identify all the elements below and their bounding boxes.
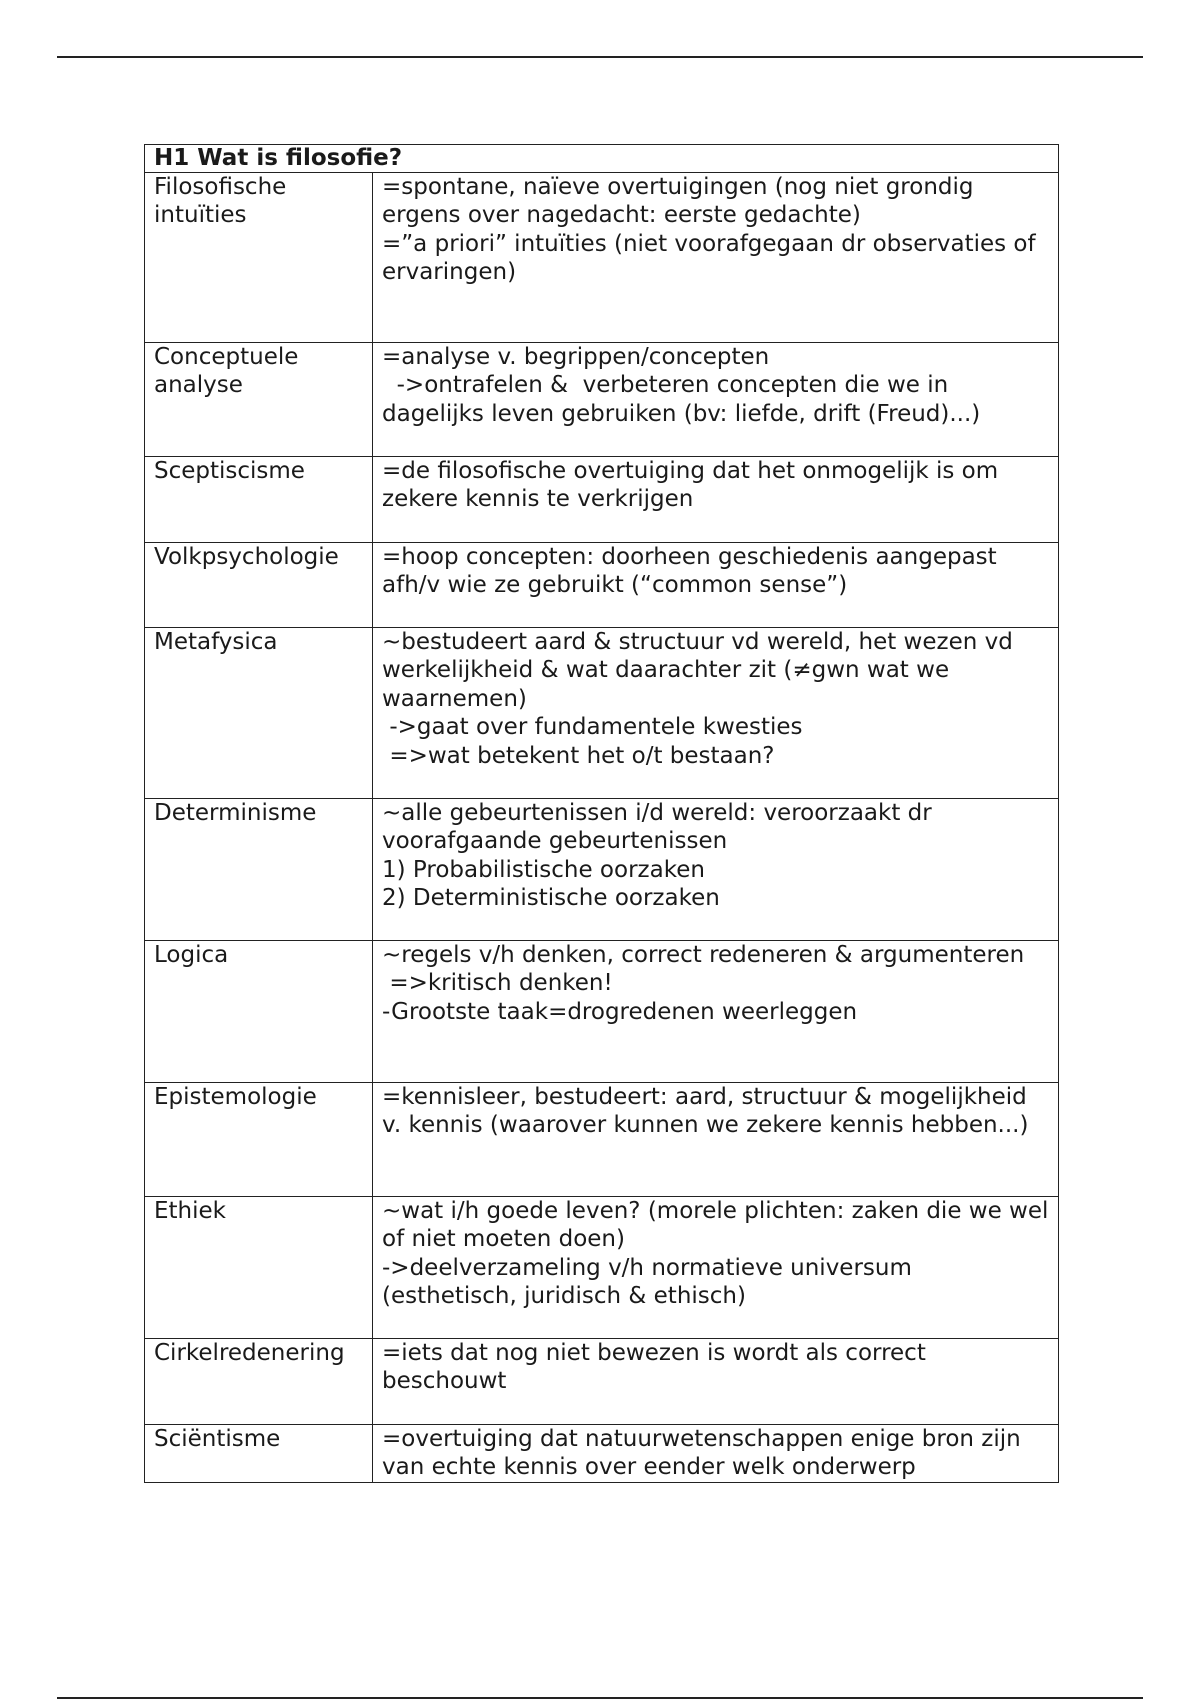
table-row (145, 343, 1059, 457)
table-row (145, 799, 1059, 941)
definition-cell (373, 1425, 1059, 1483)
term-cell: Conceptuele analyse (145, 343, 373, 457)
definition-text: =de filosofische overtuiging dat het onmogelijk is om zekere kennis te verkrijgen (382, 458, 1006, 513)
term-cell: Determinisme (145, 799, 373, 941)
definition-text: ~alle gebeurtenissen i/d wereld: veroorzaakt dr voorafgaande gebeurtenissen 1) Probabilistische oorzaken 2) Deterministische oorzaken (382, 800, 932, 912)
term-cell: Logica (145, 941, 373, 1083)
term-cell: Epistemologie (145, 1083, 373, 1197)
definition-text: =kennisleer, bestudeert: aard, structuur & mogelijkheid v. kennis (waarover kunnen we zekere kennis hebben...) (382, 1084, 1035, 1139)
term-cell: Volkpsychologie (145, 543, 373, 628)
table-row (145, 173, 1059, 343)
definition-text: ~wat i/h goede leven? (morele plichten: zaken die we wel of niet moeten doen) ->deelverzameling v/h normatieve universum (esthetisch, juridisch & ethisch) (382, 1198, 1049, 1310)
definition-cell (373, 173, 1059, 343)
definition-cell (373, 1083, 1059, 1197)
glossary-table (144, 144, 1059, 1483)
definition-text: ~regels v/h denken, correct redeneren & argumenteren =>kritisch denken! -Grootste taak=drogredenen weerleggen (382, 942, 1025, 1025)
chapter-title: H1 Wat is filosofie? (145, 145, 1059, 173)
table-row (145, 1083, 1059, 1197)
definition-text: =iets dat nog niet bewezen is wordt als correct beschouwt (382, 1340, 934, 1395)
definition-text: =spontane, naïeve overtuigingen (nog niet grondig ergens over nagedacht: eerste gedachte) =”a priori” intuïties (niet voorafgegaan dr observaties of ervaringen) (382, 174, 1036, 286)
term-cell: Ethiek (145, 1197, 373, 1339)
term-cell: Cirkelredenering (145, 1339, 373, 1425)
term-cell: Metafysica (145, 628, 373, 799)
footer-rule (57, 1697, 1143, 1699)
term-cell: Filosofische intuïties (145, 173, 373, 343)
definition-text: ~bestudeert aard & structuur vd wereld, het wezen vd werkelijkheid & wat daarachter zit (≠gwn wat we waarnemen) ->gaat over fundamentele kwesties =>wat betekent het o/t bestaan? (382, 629, 1013, 769)
table-row (145, 543, 1059, 628)
definition-cell (373, 628, 1059, 799)
definition-cell (373, 1197, 1059, 1339)
definition-cell (373, 343, 1059, 457)
term-cell: Sciëntisme (145, 1425, 373, 1483)
definition-cell (373, 457, 1059, 543)
definition-cell (373, 543, 1059, 628)
definition-text: =overtuiging dat natuurwetenschappen enige bron zijn van echte kennis over eender welk onderwerp (382, 1426, 1029, 1481)
definition-cell (373, 941, 1059, 1083)
term-cell: Sceptiscisme (145, 457, 373, 543)
table-row (145, 628, 1059, 799)
table-title-row (145, 145, 1059, 173)
table-row (145, 1197, 1059, 1339)
definition-cell (373, 1339, 1059, 1425)
table-row (145, 1425, 1059, 1483)
table-row (145, 1339, 1059, 1425)
definition-cell (373, 799, 1059, 941)
header-rule (57, 56, 1143, 58)
definition-text: =hoop concepten: doorheen geschiedenis aangepast afh/v wie ze gebruikt (“common sense”) (382, 544, 1004, 599)
table-row (145, 457, 1059, 543)
definition-text: =analyse v. begrippen/concepten ->ontrafelen & verbeteren concepten die we in dagelijks leven gebruiken (bv: liefde, drift (Freud)...) (382, 344, 981, 427)
table-row (145, 941, 1059, 1083)
